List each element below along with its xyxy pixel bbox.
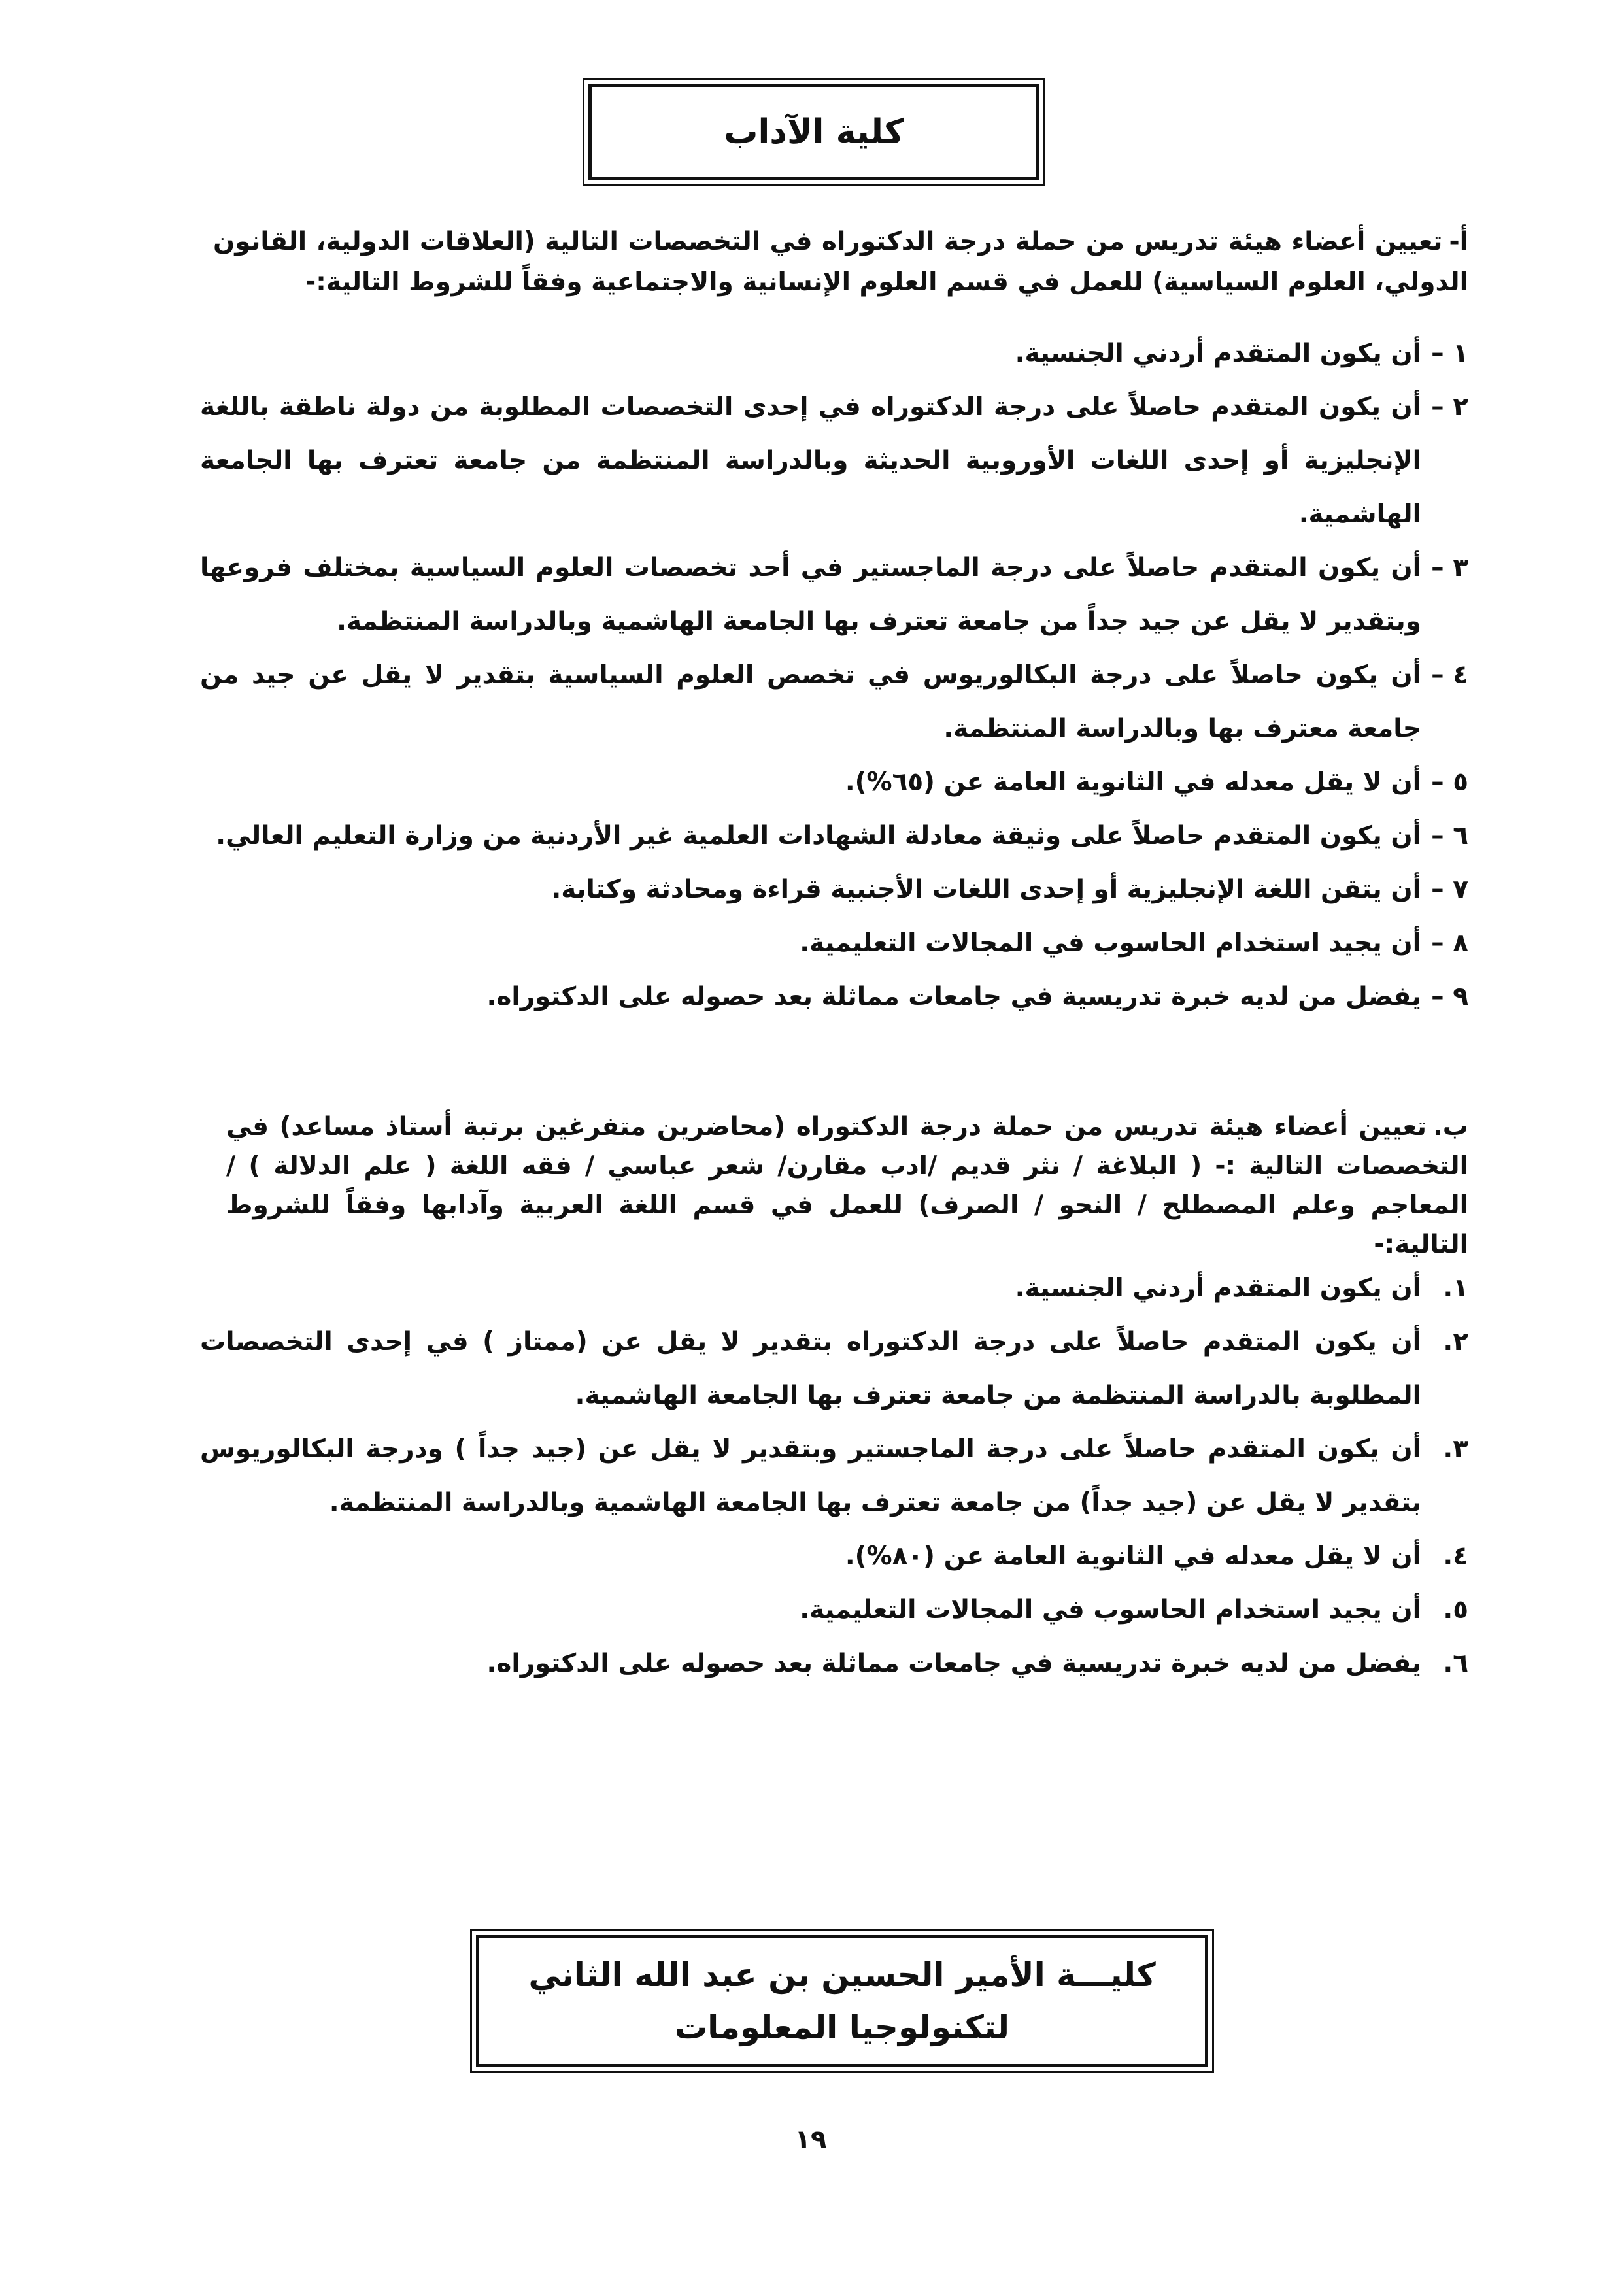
condition-text: أن يكون المتقدم حاصلاً على وثيقة معادلة الشهادات العلمية غير الأردنية من وزارة التعليم العالي. [216, 821, 1421, 851]
condition-text: أن يكون المتقدم حاصلاً على درجة الدكتوراه بتقدير لا يقل عن (ممتاز ) في إحدى التخصصات المطلوبة بالدراسة المنتظمة من جامعة تعترف بها الجامعة الهاشمية. [200, 1327, 1421, 1410]
condition-number: ٦ – [1431, 821, 1468, 851]
condition-text: أن لا يقل معدله في الثانوية العامة عن (٨٠%). [845, 1542, 1421, 1571]
section-b-conditions [200, 1262, 1468, 1691]
condition-number: ١ – [1431, 339, 1468, 368]
condition-number: ٤ – [1431, 660, 1468, 690]
condition-item [200, 649, 1468, 756]
condition-text: أن يجيد استخدام الحاسوب في المجالات التعليمية. [800, 928, 1421, 958]
condition-number: ٢. [1443, 1327, 1468, 1357]
condition-text: أن لا يقل معدله في الثانوية العامة عن (٦٥%). [845, 768, 1421, 797]
page-number: ١٩ [794, 2125, 827, 2155]
section-b-intro [226, 1107, 1468, 1264]
condition-text: أن يجيد استخدام الحاسوب في المجالات التعليمية. [800, 1595, 1421, 1625]
section-a-conditions [200, 327, 1468, 1024]
condition-number: ٣ – [1431, 553, 1468, 582]
condition-item [200, 1315, 1468, 1423]
condition-number: ٥. [1443, 1595, 1468, 1625]
condition-item [200, 1583, 1468, 1637]
condition-number: ٦. [1443, 1649, 1468, 1678]
condition-number: ٢ – [1431, 392, 1468, 422]
condition-number: ٩ – [1431, 982, 1468, 1011]
condition-item [200, 863, 1468, 917]
condition-text: أن يكون حاصلاً على درجة البكالوريوس في تخصص العلوم السياسية بتقدير لا يقل عن جيد من جامعة معترف بها وبالدراسة المنتظمة. [200, 660, 1421, 743]
condition-item [200, 1423, 1468, 1530]
condition-text: أن يتقن اللغة الإنجليزية أو إحدى اللغات الأجنبية قراءة ومحادثة وكتابة. [551, 875, 1421, 904]
condition-text: أن يكون المتقدم حاصلاً على درجة الماجستير في أحد تخصصات العلوم السياسية بمختلف فروعها وبتقدير لا يقل عن جيد جداً من جامعة تعترف بها الجامعة الهاشمية وبالدراسة المنتظمة. [200, 553, 1421, 636]
next-faculty-title-line2: لتكنولوجيا المعلومات [674, 2008, 1010, 2046]
next-faculty-title-box [476, 1935, 1208, 2067]
section-a-intro-text: تعيين أعضاء هيئة تدريس من حملة درجة الدكتوراه في التخصصات التالية (العلاقات الدولية، القانون الدولي، العلوم السياسية) للعمل في قسم العلوم الإنسانية والاجتماعية وفقاً للشروط التالية:- [213, 227, 1468, 297]
condition-item [200, 380, 1468, 541]
condition-item [200, 756, 1468, 809]
condition-item [200, 970, 1468, 1024]
condition-text: أن يكون المتقدم حاصلاً على درجة الماجستير وبتقدير لا يقل عن (جيد جداً ) ودرجة البكالوريوس بتقدير لا يقل عن (جيد جداً) من جامعة تعترف بها الجامعة الهاشمية وبالدراسة المنتظمة. [200, 1434, 1421, 1517]
condition-number: ٣. [1443, 1434, 1468, 1464]
condition-text: يفضل من لديه خبرة تدريسية في جامعات مماثلة بعد حصوله على الدكتوراه. [486, 1649, 1421, 1678]
next-faculty-title-line1: كليـــة الأمير الحسين بن عبد الله الثاني [528, 1956, 1156, 1994]
condition-item [200, 1262, 1468, 1315]
condition-item [200, 327, 1468, 380]
condition-number: ٤. [1443, 1542, 1468, 1571]
condition-text: أن يكون المتقدم أردني الجنسية. [1015, 1274, 1421, 1303]
condition-item [200, 917, 1468, 970]
condition-number: ٨ – [1431, 928, 1468, 958]
faculty-title-box [588, 84, 1039, 180]
condition-text: يفضل من لديه خبرة تدريسية في جامعات مماثلة بعد حصوله على الدكتوراه. [486, 982, 1421, 1011]
condition-item [200, 809, 1468, 863]
faculty-title: كلية الآداب [724, 112, 904, 152]
condition-item [200, 1637, 1468, 1691]
condition-number: ٧ – [1431, 875, 1468, 904]
condition-text: أن يكون المتقدم أردني الجنسية. [1015, 339, 1421, 368]
section-b-marker: ب. [1432, 1112, 1468, 1141]
condition-item [200, 541, 1468, 649]
section-a-marker: أ- [1449, 227, 1468, 256]
section-b-intro-text: تعيين أعضاء هيئة تدريس من حملة درجة الدكتوراه (محاضرين متفرغين برتبة أستاذ مساعد) في التخصصات التالية :- ( البلاغة / نثر قديم /ادب مقارن/ شعر عباسي / فقه اللغة ( علم الدلالة ) / المعاجم وعلم المصطلح / النحو / الصرف) للعمل في قسم اللغة العربية وآدابها وفقاً للشروط التالية:- [226, 1112, 1468, 1259]
condition-number: ١. [1443, 1274, 1468, 1303]
condition-item [200, 1530, 1468, 1583]
condition-number: ٥ – [1431, 768, 1468, 797]
section-a-intro [213, 222, 1468, 303]
condition-text: أن يكون المتقدم حاصلاً على درجة الدكتوراه في إحدى التخصصات المطلوبة من دولة ناطقة باللغة الإنجليزية أو إحدى اللغات الأوروبية الحديثة وبالدراسة المنتظمة من جامعة تعترف بها الجامعة الهاشمية. [200, 392, 1421, 529]
